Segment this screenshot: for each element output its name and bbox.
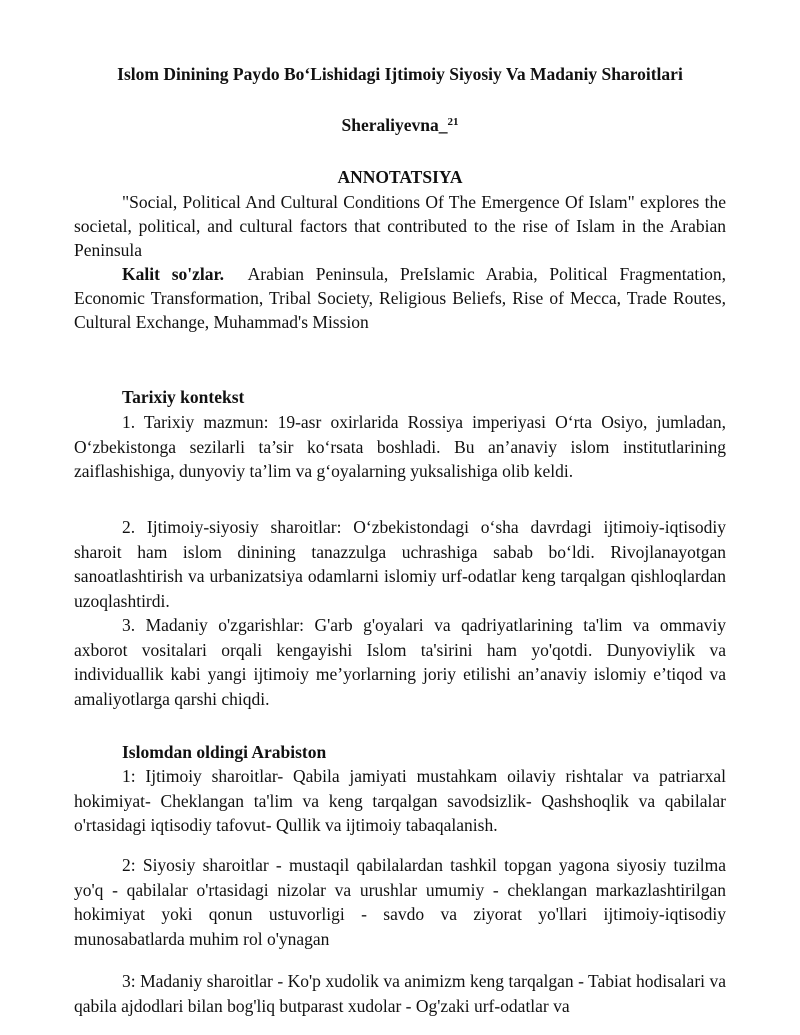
section-heading: Tarixiy kontekst [122,387,245,407]
annotation-heading: ANNOTATSIYA [337,167,463,187]
section-paragraph: 2: Siyosiy sharoitlar - mustaqil qabilalardan tashkil topgan yagona siyosiy tuzilma yo'q - qabilalar o'rtasidagi nizolar va urushlar umumiy - cheklangan markazlashtirilgan hokimiyat yoki qonun ustuvorligi - savdo va ziyorat yo'llari ijtimoiy-iqtisodiy munosabatlarda muhim rol o'ynagan [74,855,726,949]
paper-title: Islom Dinining Paydo Bo‘Lishidagi Ijtimoiy Siyosiy Va Madaniy Sharoitlari [117,64,683,84]
keywords-label: Kalit so'zlar. [122,264,225,284]
section-heading: Islomdan oldingi Arabiston [122,742,327,762]
annotation-text: "Social, Political And Cultural Conditions Of The Emergence Of Islam" explores the societal, political, and cultural factors that contributed to the rise of Islam in the Arabian Peninsula [74,192,726,260]
annotation-block [74,190,726,334]
author-line [0,115,800,136]
keywords-paragraph [74,262,726,334]
author-footnote-marker: 21 [447,116,459,128]
section-paragraph: 2. Ijtimoiy-siyosiy sharoitlar: O‘zbekistondagi o‘sha davrdagi ijtimoiy-iqtisodiy sharoit ham islom dinining tanazzulga uchrashiga sabab bo‘ldi. Rivojlanayotgan sanoatlashtirish va urbanizatsiya odamlarni islomiy urf-odatlar keng tarqalgan qishloqlardan uzoqlashtirdi. [74,517,726,611]
section-paragraph: 1: Ijtimoiy sharoitlar- Qabila jamiyati mustahkam oilaviy rishtalar va patriarxal hokimiyat- Cheklangan ta'lim va keng tarqalgan savodsizlik- Qashshoqlik va qabilalar o'rtasidagi iqtisodiy tafovut- Qullik va ijtimoiy tabaqalanish. [74,766,726,835]
section-paragraph: 3. Madaniy o'zgarishlar: G'arb g'oyalari va qadriyatlarining ta'lim va ommaviy axborot vositalari orqali kengayishi Islom ta'sirini ham yo'qotdi. Dunyoviylik va individuallik kabi yangi ijtimoiy me’yorlarning joriy etilishi an’anaviy islomiy e’tiqod va amaliyotlarga qarshi chiqdi. [74,615,726,709]
author-name: Sheraliyevna_ [341,115,448,135]
section-paragraph: 3: Madaniy sharoitlar - Ko'p xudolik va animizm keng tarqalgan - Tabiat hodisalari va qabila ajdodlari bilan bog'liq butparast xudolar - Og'zaki urf-odatlar va [74,971,726,1016]
section-paragraph: 1. Tarixiy mazmun: 19-asr oxirlarida Rossiya imperiyasi O‘rta Osiyo, jumladan, O‘zbekistonga sezilarli ta’sir ko‘rsata boshladi. Bu an’anaviy islom institutlarining zaiflashishiga, dunyoviy ta’lim va g‘oyalarning yuksalishiga olib keldi. [74,412,726,481]
keywords-text: Arabian Peninsula, PreIslamic Arabia, Political Fragmentation, Economic Transformation, Tribal Society, Religious Beliefs, Rise of Mecca, Trade Routes, Cultural Exchange, Muhammad's Mission [74,264,726,332]
